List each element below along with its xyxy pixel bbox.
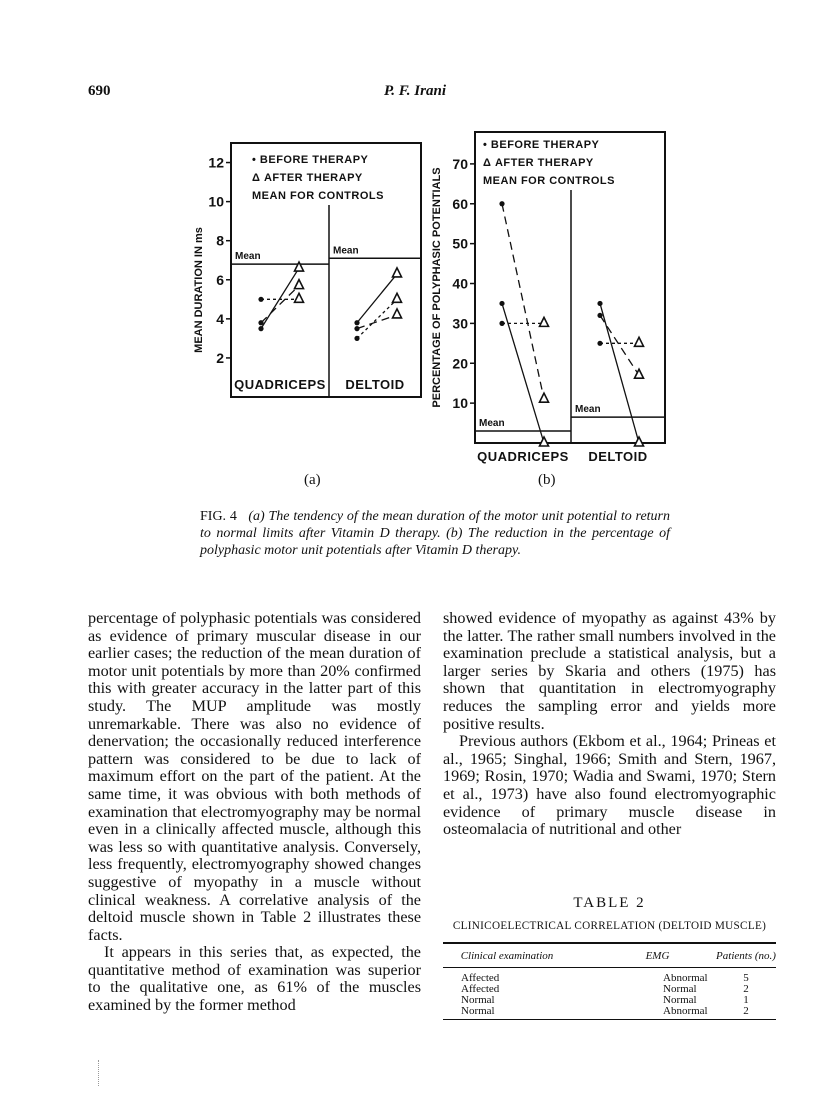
before-point — [258, 326, 263, 331]
series-line-solid — [261, 268, 299, 329]
after-point — [393, 268, 402, 277]
after-point — [393, 293, 402, 302]
caption-fig-label: FIG. 4 — [200, 509, 237, 524]
after-point — [295, 280, 304, 289]
y-tick-label: 70 — [452, 155, 468, 172]
cell-emg: Normal — [663, 983, 697, 995]
cell-clinical: Affected — [461, 972, 500, 984]
before-point — [354, 320, 359, 325]
series-line-solid — [357, 274, 397, 323]
y-tick-label: 10 — [452, 395, 468, 412]
col-header-emg: EMG — [571, 943, 716, 968]
table-2 — [443, 942, 776, 1020]
legend-entry: Δ AFTER THERAPY — [252, 172, 363, 184]
after-point — [540, 393, 549, 402]
table-row — [443, 1006, 776, 1020]
after-point — [635, 337, 644, 346]
series-line-solid — [502, 303, 544, 443]
paragraph: Previous authors (Ekbom et al., 1964; Prineas et al., 1965; Singhal, 1966; Smith and Stern, 1967, 1969; Rosin, 1970; Wadia and Swami, 1970; Stern et al., 1973) have also found electromyographic evidence of primary muscle disease in osteomalacia of nutritional and other — [443, 732, 776, 839]
table-subtitle: CLINICOELECTRICAL CORRELATION (DELTOID MUSCLE) — [452, 920, 767, 932]
paragraph: It appears in this series that, as expected, the quantitative method of examination was superior to the qualitative one, as 61% of the muscles examined by the former method — [88, 943, 421, 1015]
cell-clinical: Affected — [461, 983, 500, 995]
running-head: P. F. Irani — [384, 83, 446, 99]
mean-label: Mean — [479, 418, 505, 430]
cell-patients: 5 — [743, 972, 749, 984]
chart-b — [425, 130, 675, 470]
after-point — [635, 437, 644, 446]
y-axis-label: MEAN DURATION IN ms — [193, 227, 205, 353]
panel-a-label: (a) — [304, 472, 321, 488]
table-title: TABLE 2 — [573, 895, 646, 911]
before-point — [597, 301, 602, 306]
table-header-row — [443, 943, 776, 968]
group-label: QUADRICEPS — [477, 449, 569, 464]
cell-emg: Abnormal — [571, 1006, 716, 1020]
series-line-dashed — [502, 204, 544, 399]
before-point — [499, 201, 504, 206]
y-tick-label: 2 — [216, 349, 224, 366]
scan-mark — [98, 1060, 101, 1086]
cell-patients: 1 — [743, 994, 749, 1006]
series-line-solid — [600, 303, 639, 443]
series-line-dashed — [357, 315, 397, 329]
right-column — [443, 610, 776, 839]
series-line-dashed — [261, 286, 299, 323]
legend-entry: • BEFORE THERAPY — [483, 139, 600, 151]
y-tick-label: 12 — [208, 154, 224, 171]
panel-b-label: (b) — [538, 472, 556, 488]
legend-entry: MEAN FOR CONTROLS — [252, 190, 384, 202]
y-tick-label: 4 — [216, 310, 224, 327]
legend-entry: MEAN FOR CONTROLS — [483, 175, 615, 187]
y-tick-label: 50 — [452, 235, 468, 252]
mean-label: Mean — [333, 245, 359, 257]
paragraph: percentage of polyphasic potentials was considered as evidence of primary muscular disease in our earlier cases; the reduction of the mean duration of motor unit potentials by more than 20% confirmed this with greater accuracy in the latter part of this study. The MUP amplitude was mostly unremarkable. There was also no evidence of denervation; the occasionally reduced interference pattern was considered to be due to lack of maximum effort on the part of the patient. At the same time, it was obvious with both methods of examination that electromyography may be normal even in a clinically affected muscle, although this was less so with quantitative analysis. Conversely, less frequently, electromyography showed changes suggestive of myopathy in a muscle without clinical weakness. A correlative analysis of the deltoid muscle shown in Table 2 illustrates these facts. — [88, 609, 421, 944]
before-point — [499, 321, 504, 326]
col-header-clinical: Clinical examination — [443, 943, 571, 968]
group-label: DELTOID — [345, 377, 405, 392]
series-line-dotted — [357, 299, 397, 338]
figure-caption — [200, 508, 670, 559]
y-tick-label: 10 — [208, 193, 224, 210]
before-point — [499, 301, 504, 306]
page-number: 690 — [88, 83, 111, 99]
mean-label: Mean — [235, 251, 261, 263]
y-tick-label: 8 — [216, 232, 224, 249]
legend-entry: • BEFORE THERAPY — [252, 154, 369, 166]
group-label: QUADRICEPS — [234, 377, 326, 392]
col-header-patients: Patients (no.) — [716, 943, 776, 968]
y-tick-label: 20 — [452, 355, 468, 372]
after-point — [295, 293, 304, 302]
paragraph: showed evidence of myopathy as against 43% by the latter. The rather small numbers involved in the examination preclude a statistical analysis, but a larger series by Skaria and others (1975) has shown that quantitation in electromyography reduces the sampling error and yields more positive results. — [443, 609, 776, 733]
left-column — [88, 610, 421, 1015]
group-label: DELTOID — [588, 449, 648, 464]
y-tick-label: 40 — [452, 275, 468, 292]
mean-label: Mean — [575, 404, 601, 416]
y-tick-label: 60 — [452, 195, 468, 212]
y-tick-label: 6 — [216, 271, 224, 288]
caption-text: (a) The tendency of the mean duration of the motor unit potential to return to normal limits after Vitamin D therapy. (b) The reduction in the percentage of polyphasic motor unit potentials after Vitamin D therapy. — [200, 509, 671, 558]
cell-patients: 2 — [743, 983, 749, 995]
table-row — [443, 968, 776, 985]
before-point — [597, 341, 602, 346]
before-point — [597, 313, 602, 318]
after-point — [540, 317, 549, 326]
before-point — [354, 326, 359, 331]
after-point — [393, 309, 402, 318]
before-point — [354, 336, 359, 341]
legend-entry: Δ AFTER THERAPY — [483, 157, 594, 169]
y-tick-label: 30 — [452, 315, 468, 332]
chart-a — [180, 130, 430, 410]
y-axis-label: PERCENTAGE OF POLYPHASIC POTENTIALS — [431, 167, 443, 408]
before-point — [258, 320, 263, 325]
after-point — [540, 437, 549, 446]
cell-clinical: Normal — [461, 994, 495, 1006]
cell-emg: Normal — [663, 994, 697, 1006]
cell-emg: Abnormal — [663, 972, 708, 984]
before-point — [258, 297, 263, 302]
cell-clinical: Normal — [443, 1006, 571, 1020]
cell-patients: 2 — [716, 1006, 776, 1020]
